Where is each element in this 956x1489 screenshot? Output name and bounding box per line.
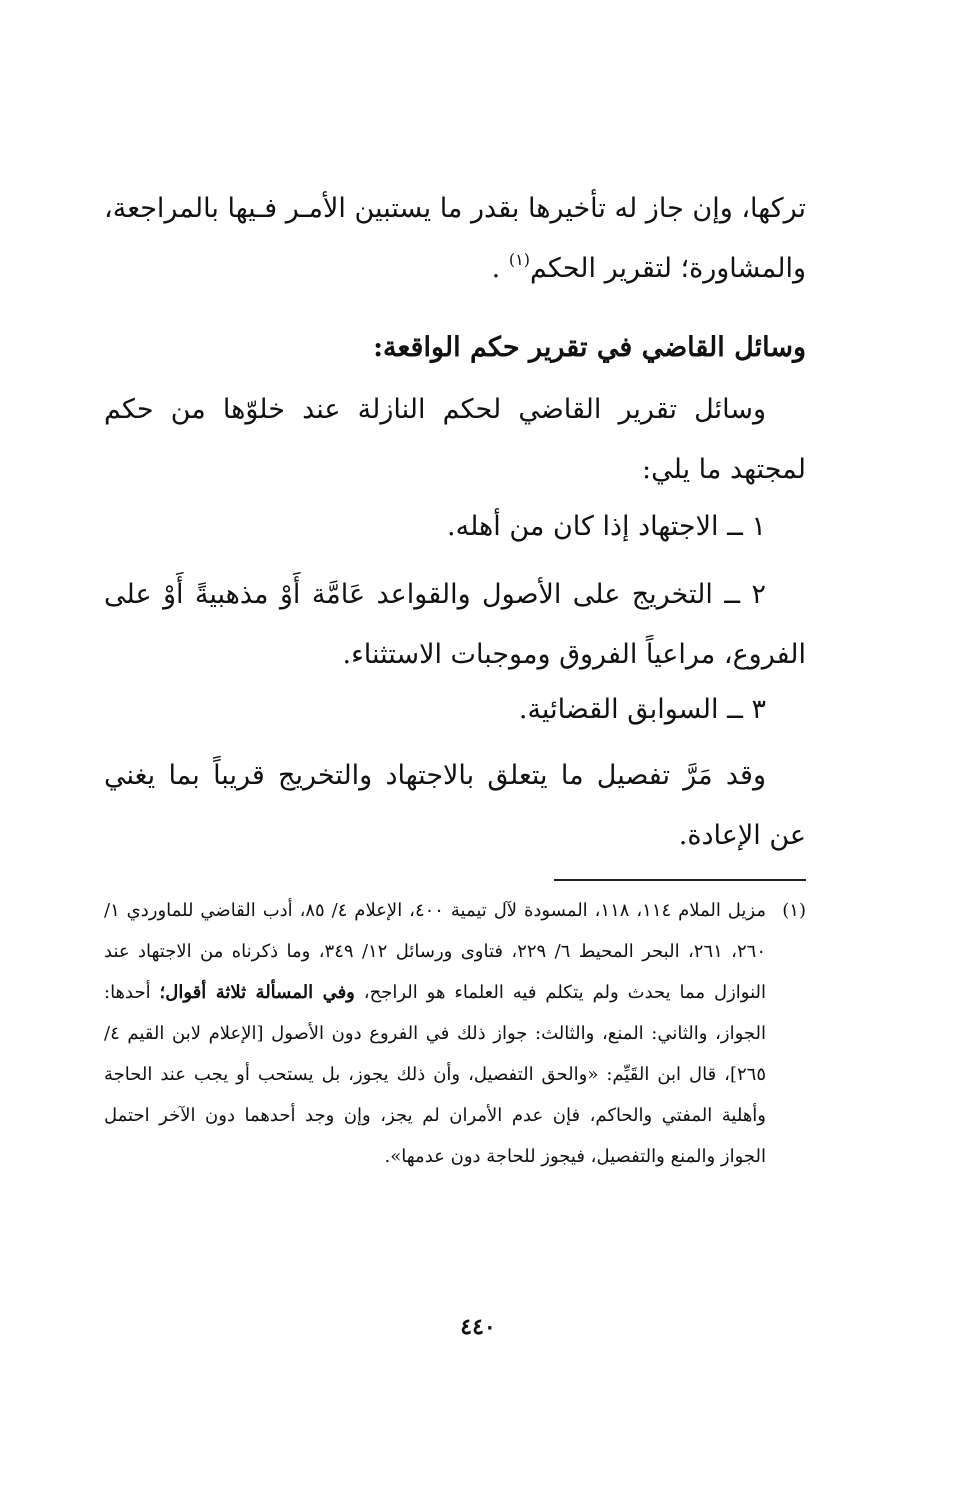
- footnote-number: (١): [782, 900, 806, 921]
- list-item-1-block: [104, 497, 806, 557]
- footnote-reference: (١): [508, 250, 530, 269]
- list-item-2-block: [104, 565, 806, 685]
- footnote: [104, 890, 806, 1177]
- section-heading: وسائل القاضي في تقرير حكم الواقعة:: [373, 332, 806, 363]
- footnote-text-part: مزيل الملام ١١٤، ١١٨، المسودة لآل تيمية ٤٠٠، الإعلام ٤/ ٨٥، أدب القاضي للماوردي ١/ ٢٦٠، ٢٦١، البحر المحيط ٦/ ٢٢٩، فتاوى ورسائل ١٢/ ٣٤٩، وما ذكرناه من الاجتهاد عند النوازل مما يحدث ولم يتكلم فيه العلماء هو الراجح،: [104, 900, 766, 1003]
- footnote-text: [104, 890, 766, 1177]
- list-item: ٢ ــ التخريج على الأصول والقواعد عَامَّة أَوْ مذهبيةً أَوْ على الفروع، مراعياً الفروق وموجبات الاستثناء.: [104, 579, 806, 670]
- footnote-text-part: أحدها: الجواز، والثاني: المنع، والثالث: جواز ذلك في الفروع دون الأصول [الإعلام لابن القيم ٤/ ٢٦٥]، قال ابن القَيِّم: «والحق التفصيل، وأن ذلك يجوز، بل يستحب أو يجب عند الحاجة وأهلية المفتي والحاكم، فإن عدم الأمران لم يجز، وإن وجد أحدهما دون الآخر احتمل الجواز والمنع والتفصيل، فيجوز للحاجة دون عدمها».: [104, 982, 766, 1167]
- body-text: [104, 380, 806, 500]
- main-text: [104, 179, 806, 299]
- closing-block: [104, 746, 806, 866]
- paragraph-text: تركها، وإن جاز له تأخيرها بقدر ما يستبين الأمـر فـيها بالمراجعة، والمشاورة؛ لتقرير الحكم: [104, 193, 806, 284]
- list-item: ١ ــ الاجتهاد إذا كان من أهله.: [447, 511, 766, 542]
- section-block: [104, 318, 806, 378]
- list-item: ٣ ــ السوابق القضائية.: [518, 694, 766, 725]
- footnote-bold-text: وفي المسألة ثلاثة أقوال؛: [159, 982, 355, 1003]
- closing-paragraph: وقد مَرَّ تفصيل ما يتعلق بالاجتهاد والتخريج قريباً بما يغني عن الإعادة.: [104, 760, 806, 851]
- list-item-3-block: [104, 680, 806, 740]
- footnotes-area: [104, 890, 806, 1177]
- page-number: ٤٤٠: [460, 1314, 496, 1340]
- paragraph-continuation: [104, 179, 806, 299]
- footnote-separator: [554, 879, 806, 881]
- paragraph-end: .: [491, 253, 501, 284]
- intro-paragraph: وسائل تقرير القاضي لحكم النازلة عند خلوّها من حكم لمجتهد ما يلي:: [104, 394, 806, 485]
